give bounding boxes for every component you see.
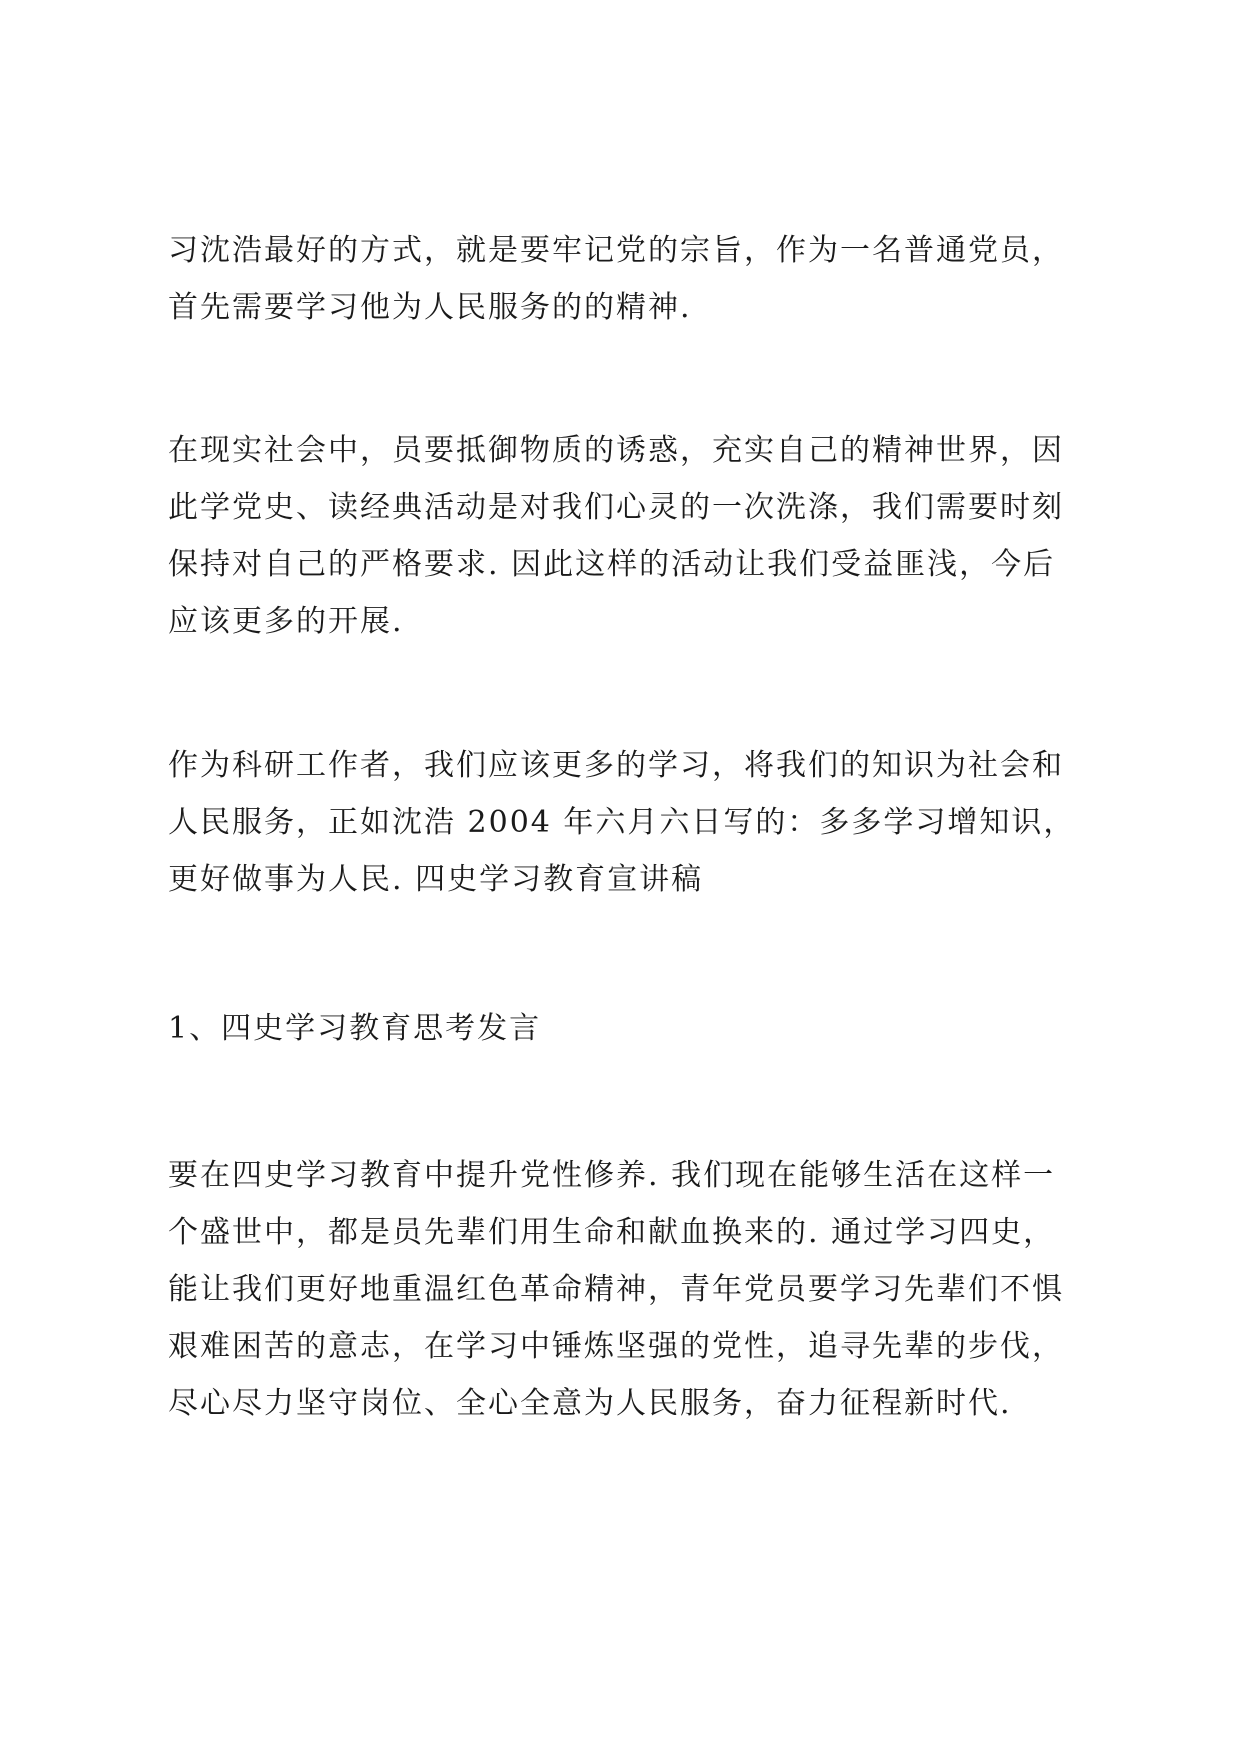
heading-line: 1、四史学习教育思考发言 bbox=[168, 1011, 542, 1046]
paragraph-line: 能让我们更好地重温红色革命精神，青年党员要学习先辈们不惧 bbox=[168, 1272, 1064, 1307]
paragraph-line: 个盛世中，都是员先辈们用生命和献血换来的. 通过学习四史， bbox=[168, 1215, 1056, 1250]
paragraph-line: 保持对自己的严格要求. 因此这样的活动让我们受益匪浅，今后 bbox=[168, 547, 1056, 582]
paragraph-3 bbox=[168, 737, 1098, 908]
paragraph-line: 尽心尽力坚守岗位、全心全意为人民服务，奋力征程新时代. bbox=[168, 1386, 1012, 1421]
paragraph-1 bbox=[168, 222, 1098, 336]
paragraph-line: 习沈浩最好的方式，就是要牢记党的宗旨，作为一名普通党员， bbox=[168, 233, 1064, 268]
paragraph-line: 在现实社会中，员要抵御物质的诱惑，充实自己的精神世界，因 bbox=[168, 433, 1064, 468]
paragraph-line: 要在四史学习教育中提升党性修养. 我们现在能够生活在这样一 bbox=[168, 1158, 1056, 1193]
paragraph-line: 更好做事为人民. 四史学习教育宣讲稿 bbox=[168, 862, 704, 897]
paragraph-line: 此学党史、读经典活动是对我们心灵的一次洗涤，我们需要时刻 bbox=[168, 490, 1064, 525]
paragraph-line: 人民服务，正如沈浩 2004 年六月六日写的：多多学习增知识， bbox=[168, 805, 1076, 840]
paragraph-line: 作为科研工作者，我们应该更多的学习，将我们的知识为社会和 bbox=[168, 748, 1064, 783]
paragraph-line: 应该更多的开展. bbox=[168, 604, 404, 639]
paragraph-2 bbox=[168, 422, 1098, 650]
paragraph-5 bbox=[168, 1147, 1098, 1432]
paragraph-line: 首先需要学习他为人民服务的的精神. bbox=[168, 290, 692, 325]
paragraph-line: 艰难困苦的意志，在学习中锤炼坚强的党性，追寻先辈的步伐， bbox=[168, 1329, 1064, 1364]
section-heading bbox=[168, 1000, 1098, 1057]
